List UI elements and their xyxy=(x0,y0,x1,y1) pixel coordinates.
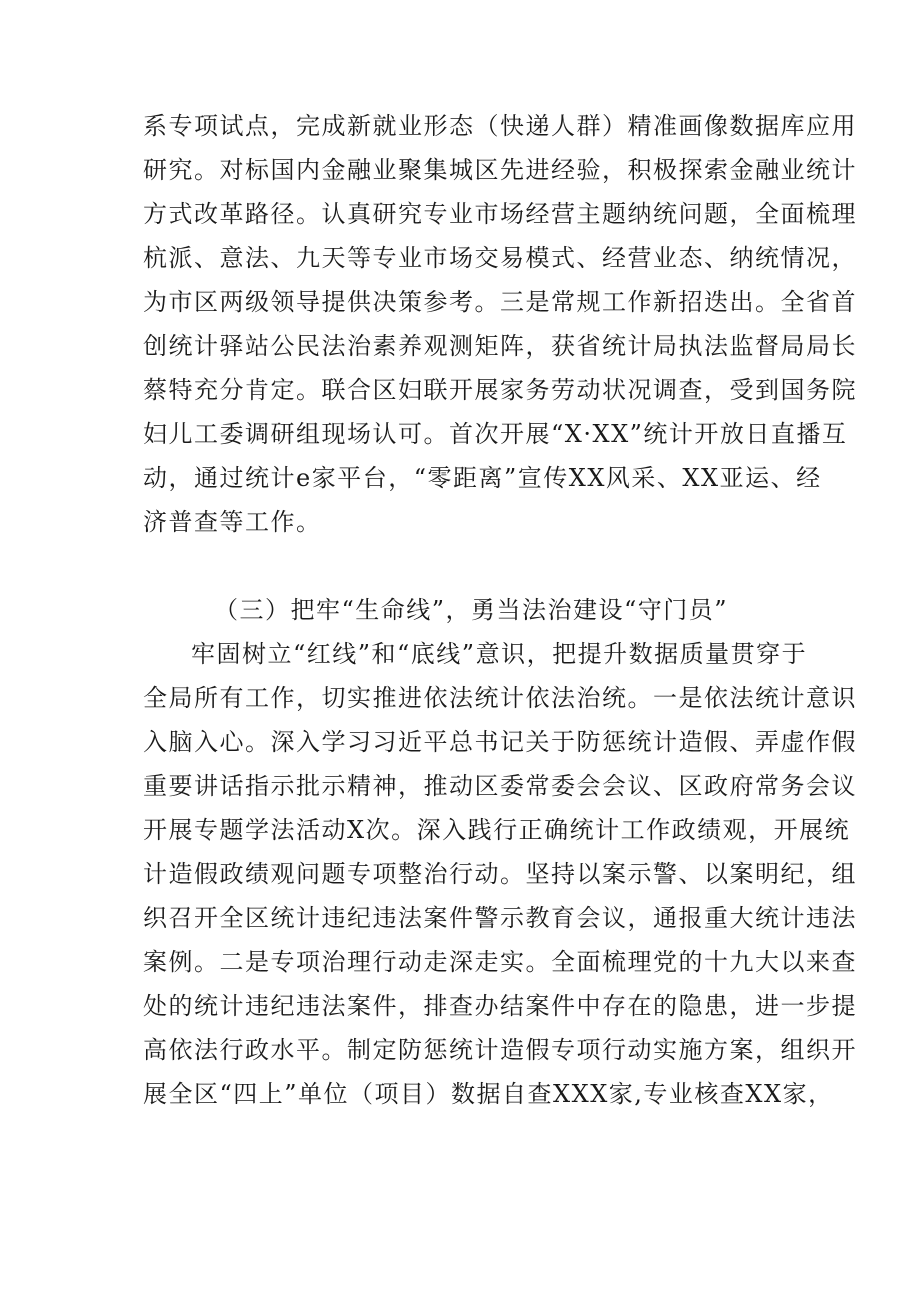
paragraph-line: 牢固树立“红线”和“底线”意识，把提升数据质量贯穿于 xyxy=(191,640,808,668)
paragraph-line: 入脑入心。深入学习习近平总书记关于防惩统计造假、弄虚作假 xyxy=(143,728,857,756)
paragraph-line: 重要讲话指示批示精神，推动区委常委会会议、区政府常务会议 xyxy=(143,772,857,800)
section-heading-block xyxy=(143,588,795,632)
paragraph-line: 系专项试点，完成新就业形态（快递人群）精准画像数据库应用 xyxy=(143,112,857,140)
paragraph-line: 创统计驿站公民法治素养观测矩阵，获省统计局执法监督局局长 xyxy=(143,332,857,360)
paragraph-line: 为市区两级领导提供决策参考。三是常规工作新招迭出。全省首 xyxy=(143,288,857,316)
paragraph-continuation xyxy=(143,104,857,544)
paragraph-rule-of-law xyxy=(143,632,857,1116)
paragraph-line: 杭派、意法、九天等专业市场交易模式、经营业态、纳统情况， xyxy=(143,244,857,272)
paragraph-line: 处的统计违纪违法案件，排查办结案件中存在的隐患，进一步提 xyxy=(143,992,857,1020)
paragraph-line: 妇儿工委调研组现场认可。首次开展“X·XX”统计开放日直播互 xyxy=(143,420,848,448)
paragraph-line: 全局所有工作，切实推进依法统计依法治统。一是依法统计意识 xyxy=(143,684,857,712)
paragraph-line: 开展专题学法活动X次。深入践行正确统计工作政绩观，开展统 xyxy=(143,816,851,844)
paragraph-line: 展全区“四上”单位（项目）数据自查XXX家,专业核查XX家， xyxy=(143,1080,834,1108)
paragraph-line: 动，通过统计e家平台，“零距离”宣传XX风采、XX亚运、经 xyxy=(143,464,822,492)
paragraph-line: 织召开全区统计违纪违法案件警示教育会议，通报重大统计违法 xyxy=(143,904,857,932)
paragraph-line: 案例。二是专项治理行动走深走实。全面梳理党的十九大以来查 xyxy=(143,948,857,976)
section-heading: （三）把牢“生命线”，勇当法治建设“守门员” xyxy=(214,596,729,624)
paragraph-line: 研究。对标国内金融业聚集城区先进经验，积极探索金融业统计 xyxy=(143,156,857,184)
paragraph-line: 方式改革路径。认真研究专业市场经营主题纳统问题，全面梳理 xyxy=(143,200,857,228)
paragraph-line: 济普查等工作。 xyxy=(143,508,322,536)
paragraph-line: 高依法行政水平。制定防惩统计造假专项行动实施方案，组织开 xyxy=(143,1036,857,1064)
paragraph-line: 计造假政绩观问题专项整治行动。坚持以案示警、以案明纪，组 xyxy=(143,860,857,888)
paragraph-line: 蔡特充分肯定。联合区妇联开展家务劳动状况调查，受到国务院 xyxy=(143,376,857,404)
